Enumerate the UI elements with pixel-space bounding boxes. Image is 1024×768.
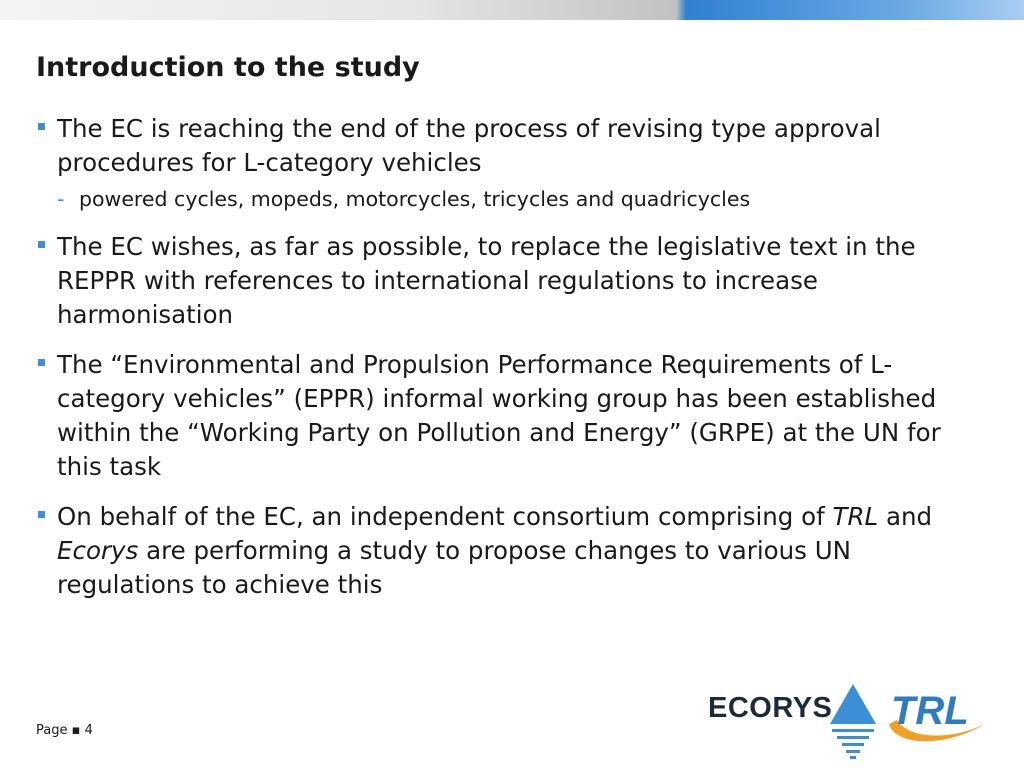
bullet-text-part: are performing a study to propose changes to various UN regulations to achieve this [57, 536, 851, 599]
sub-bullet-text: powered cycles, mopeds, motorcycles, tricycles and quadricycles [79, 187, 751, 211]
square-bullet-icon [38, 123, 45, 130]
page-footer [36, 723, 93, 738]
ecorys-logo-text: ECORYS [708, 692, 833, 724]
bullet-text-part: and [878, 502, 933, 531]
bullet-2 [36, 230, 986, 332]
square-bullet-icon [38, 359, 45, 366]
bullet-text: The EC wishes, as far as possible, to replace the legislative text in the REPPR with references to international regulations to increase harmonisation [57, 232, 916, 329]
top-gradient-bar [0, 0, 1024, 20]
ecorys-triangle-icon [829, 684, 877, 764]
trl-logo-icon [885, 684, 991, 748]
square-bullet-icon [38, 511, 45, 518]
page-number: 4 [84, 723, 93, 738]
bullet-4 [36, 500, 986, 602]
bullet-text: The “Environmental and Propulsion Performance Requirements of L-category vehicles” (EPPR) informal working group has been established within the “Working Party on Pollution and Energy” (GRPE) at the UN for this task [57, 350, 941, 481]
bullet-1 [36, 112, 986, 214]
trl-logo-text: TRL [891, 689, 969, 733]
page-separator: ▪ [71, 723, 81, 738]
bullet-text [57, 500, 986, 602]
bullet-text-italic-trl: TRL [832, 502, 879, 531]
square-bullet-icon [38, 241, 45, 248]
bullet-text-italic-ecorys: Ecorys [57, 536, 139, 565]
bullet-text: The EC is reaching the end of the process of revising type approval procedures for L-category vehicles [57, 114, 881, 177]
page-label: Page [36, 723, 68, 738]
bullet-text-part: On behalf of the EC, an independent consortium comprising of [57, 502, 833, 531]
sub-bullet-1 [57, 184, 986, 214]
dash-bullet-icon: - [57, 187, 65, 211]
slide-content [36, 112, 986, 618]
slide-title: Introduction to the study [36, 52, 420, 83]
bullet-3 [36, 348, 986, 484]
